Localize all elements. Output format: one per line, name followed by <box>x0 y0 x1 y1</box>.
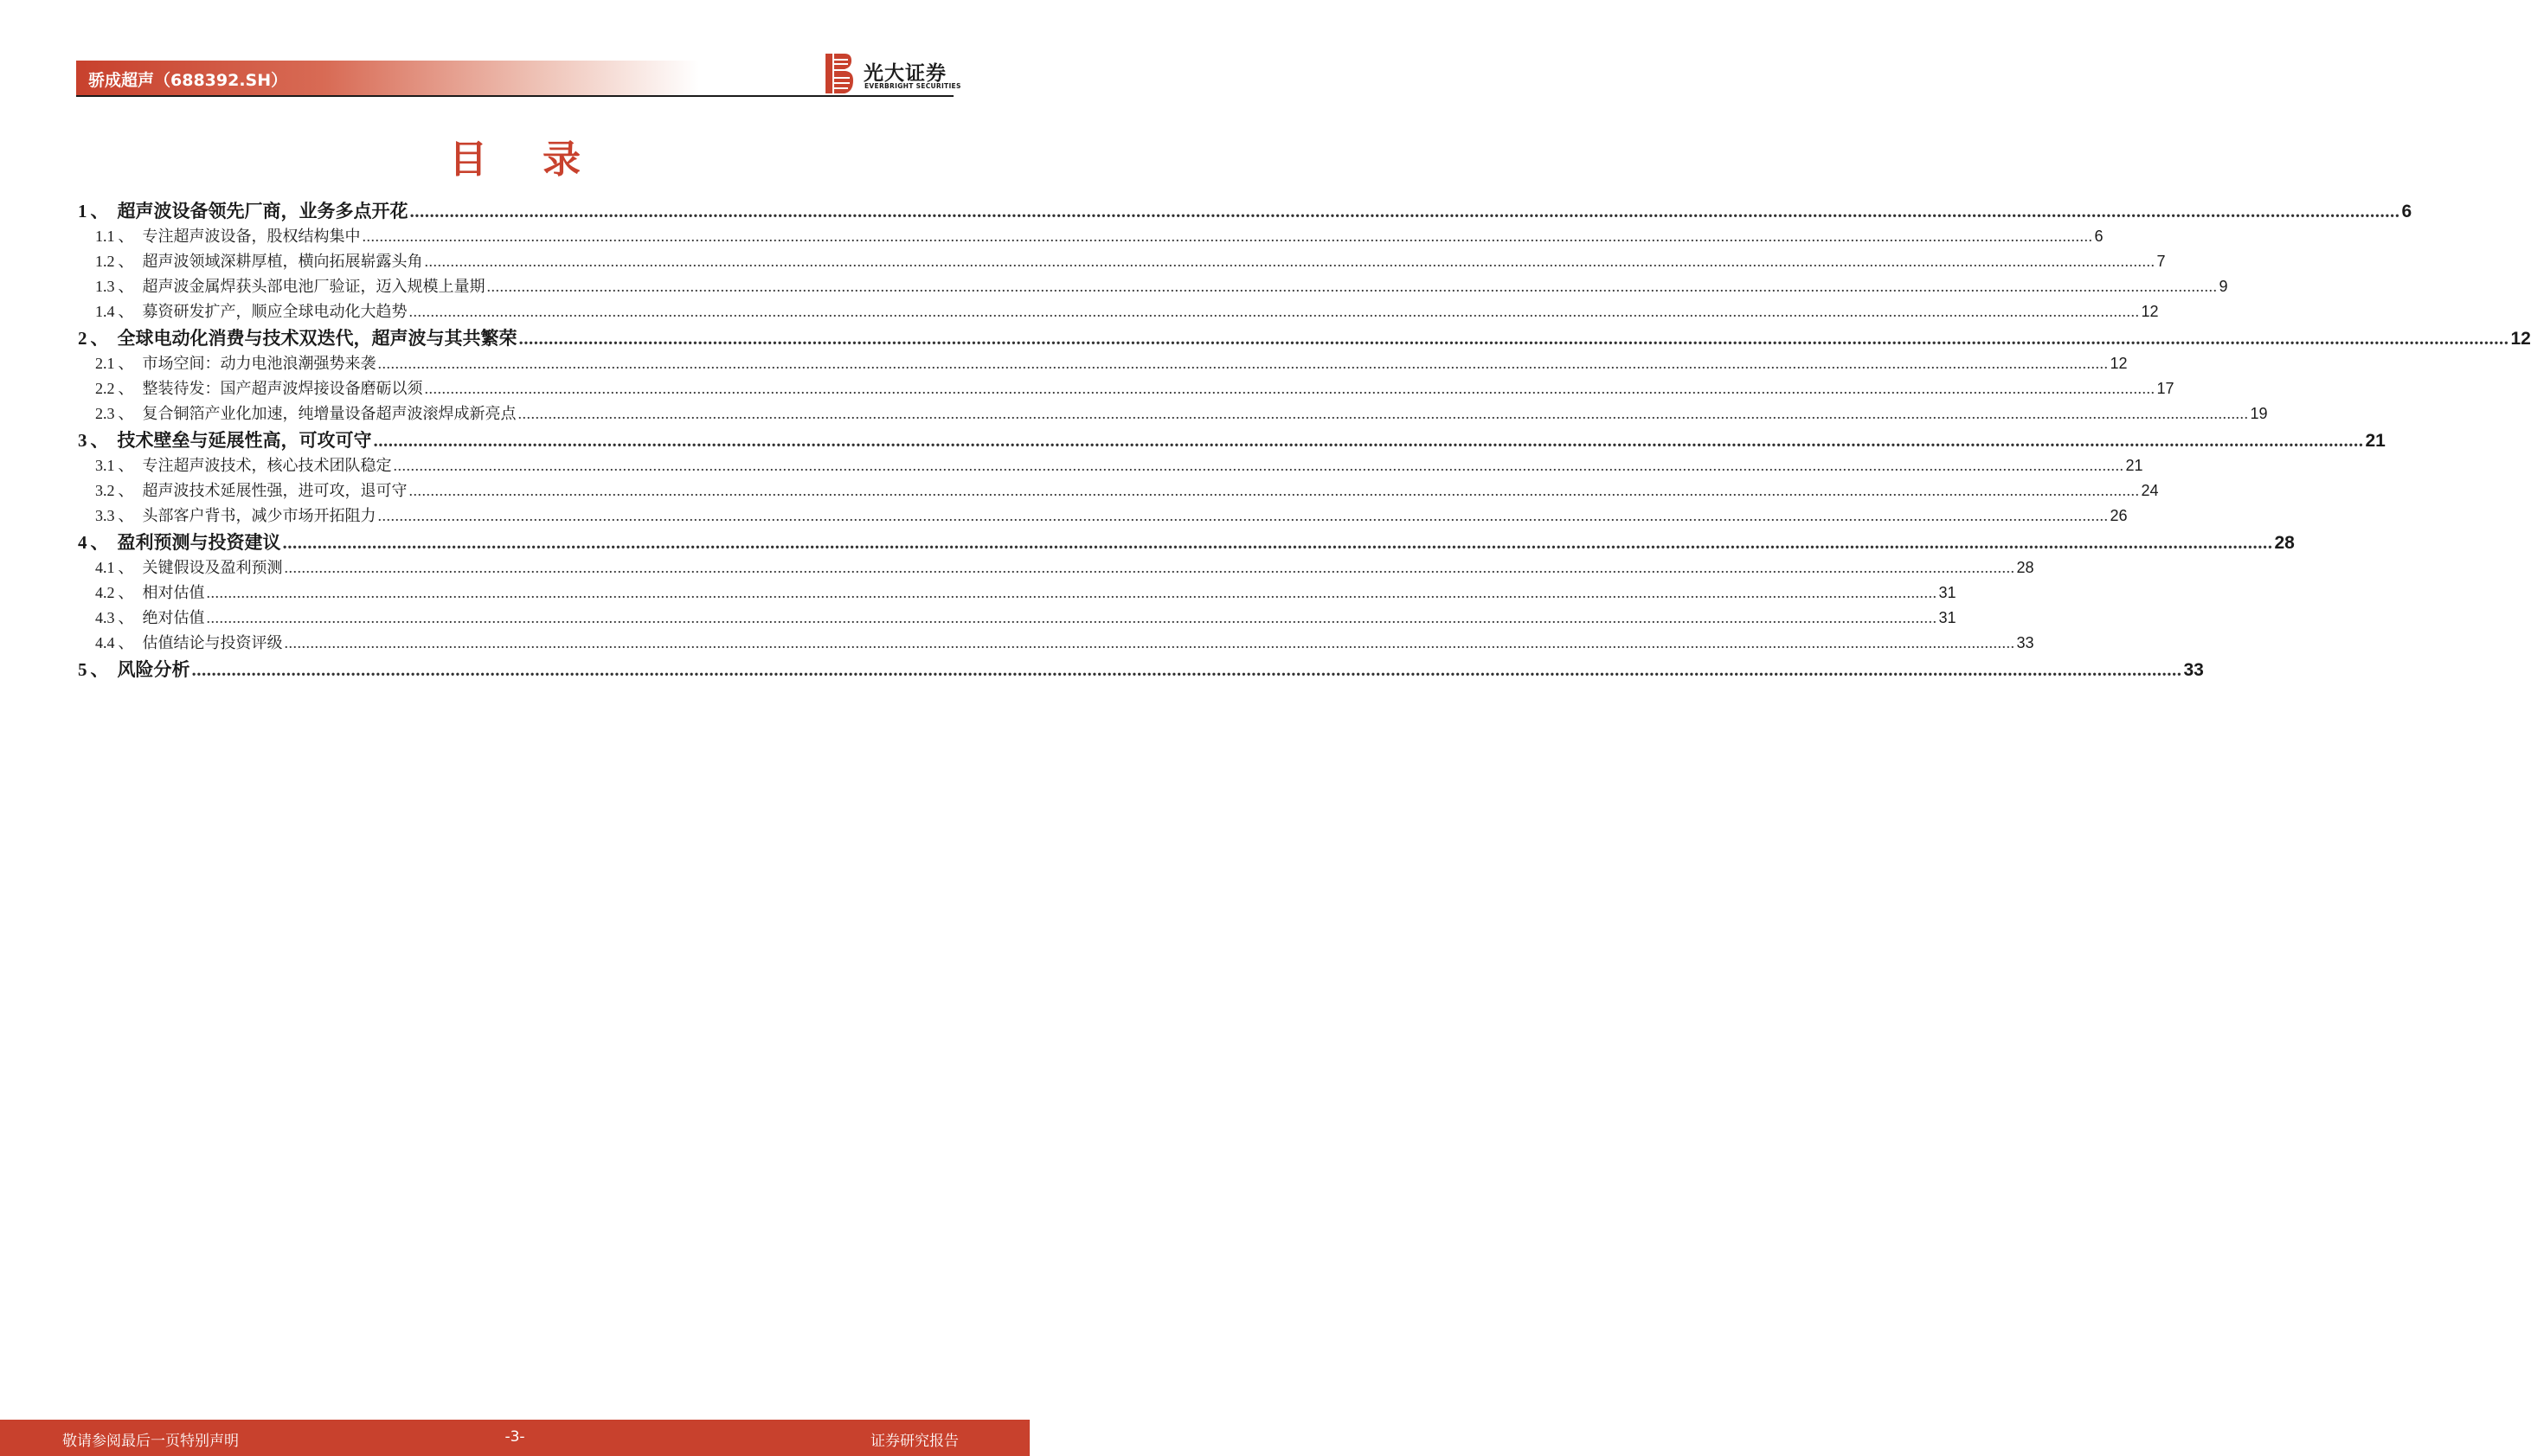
toc-dot-leader: ................................................................................................................................................................................................................................................................................................................................................................................................................ <box>282 532 2273 553</box>
toc-section-entry[interactable] <box>76 401 2268 427</box>
toc-entry-number: 4.3 <box>95 609 115 626</box>
everbright-logo-icon <box>825 54 853 93</box>
toc-title: 目录 <box>449 138 636 182</box>
toc-entry-separator: 、 <box>118 634 134 652</box>
toc-dot-leader: ................................................................................................................................................................................................................................................................................................................................................................................................................ <box>408 482 2140 499</box>
toc-entry-separator: 、 <box>118 228 134 246</box>
toc-entry-separator: 、 <box>90 532 109 553</box>
toc-dot-leader: ................................................................................................................................................................................................................................................................................................................................................................................................................ <box>206 609 1937 626</box>
toc-entry-page: 31 <box>1938 609 1956 626</box>
toc-dot-leader: ................................................................................................................................................................................................................................................................................................................................................................................................................ <box>284 634 2015 651</box>
toc-section-entry[interactable] <box>76 376 2174 401</box>
toc-dot-leader: ................................................................................................................................................................................................................................................................................................................................................................................................................ <box>424 253 2155 270</box>
toc-section-entry[interactable] <box>76 631 2034 656</box>
toc-entry-page: 21 <box>2365 431 2386 451</box>
toc-dot-leader: ................................................................................................................................................................................................................................................................................................................................................................................................................ <box>408 303 2140 320</box>
toc-entry-title: 超声波技术延展性强，进可攻，退可守 <box>142 482 408 500</box>
footer-page-number: -3- <box>504 1428 525 1446</box>
toc-entry-title: 专注超声波设备，股权结构集中 <box>142 228 361 246</box>
toc-entry-separator: 、 <box>118 278 134 296</box>
toc-entry-separator: 、 <box>90 430 109 451</box>
toc-entry-title: 复合铜箔产业化加速，纯增量设备超声波滚焊成新亮点 <box>142 405 517 423</box>
toc-entry-page: 17 <box>2156 380 2174 397</box>
toc-dot-leader: ................................................................................................................................................................................................................................................................................................................................................................................................................ <box>284 559 2015 576</box>
toc-entry-separator: 、 <box>118 253 134 271</box>
toc-dot-leader: ................................................................................................................................................................................................................................................................................................................................................................................................................ <box>206 584 1937 601</box>
logo-english-name: EVERBRIGHT SECURITIES <box>864 82 961 90</box>
toc-entry-title: 超声波设备领先厂商，业务多点开花 <box>117 201 408 221</box>
toc-dot-leader: ................................................................................................................................................................................................................................................................................................................................................................................................................ <box>377 355 2109 372</box>
toc-entry-number: 3.3 <box>95 507 115 524</box>
toc-entry-number: 3.1 <box>95 457 115 474</box>
toc-entry-separator: 、 <box>90 659 109 680</box>
toc-entry-number: 2.1 <box>95 355 115 372</box>
toc-entry-separator: 、 <box>118 355 134 373</box>
toc-chapter-entry[interactable] <box>76 427 2386 453</box>
toc-entry-separator: 、 <box>118 609 134 627</box>
toc-entry-page: 31 <box>1938 584 1956 601</box>
toc-dot-leader: ................................................................................................................................................................................................................................................................................................................................................................................................................ <box>424 380 2155 397</box>
toc-section-entry[interactable] <box>76 224 2104 249</box>
toc-entry-page: 12 <box>2510 329 2531 349</box>
toc-entry-page: 21 <box>2125 457 2143 474</box>
toc-section-entry[interactable] <box>76 274 2228 299</box>
toc-dot-leader: ................................................................................................................................................................................................................................................................................................................................................................................................................ <box>377 507 2109 524</box>
toc-entry-title: 头部客户背书，减少市场开拓阻力 <box>142 507 376 525</box>
toc-entry-number: 4.4 <box>95 634 115 651</box>
toc-entry-number: 2 <box>78 328 87 349</box>
toc-dot-leader: ................................................................................................................................................................................................................................................................................................................................................................................................................ <box>409 201 2400 221</box>
toc-entry-page: 12 <box>2141 303 2159 320</box>
toc-entry-number: 2.3 <box>95 405 115 422</box>
table-of-contents <box>76 197 2531 683</box>
toc-entry-title: 市场空间：动力电池浪潮强势来袭 <box>142 355 376 373</box>
toc-entry-page: 12 <box>2110 355 2128 372</box>
toc-chapter-entry[interactable] <box>76 324 2531 351</box>
toc-section-entry[interactable] <box>76 504 2128 529</box>
toc-section-entry[interactable] <box>76 606 1956 631</box>
toc-entry-page: 28 <box>2274 533 2295 553</box>
toc-dot-leader: ................................................................................................................................................................................................................................................................................................................................................................................................................ <box>191 659 2182 680</box>
toc-entry-title: 专注超声波技术，核心技术团队稳定 <box>142 457 392 475</box>
toc-entry-number: 3 <box>78 430 87 451</box>
toc-entry-number: 3.2 <box>95 482 115 499</box>
toc-dot-leader: ................................................................................................................................................................................................................................................................................................................................................................................................................ <box>486 278 2218 295</box>
toc-entry-page: 9 <box>2219 278 2228 295</box>
toc-entry-title: 超声波金属焊获头部电池厂验证，迈入规模上量期 <box>142 278 485 296</box>
toc-section-entry[interactable] <box>76 478 2159 504</box>
toc-entry-title: 整装待发：国产超声波焊接设备磨砺以须 <box>142 380 423 398</box>
footer-report-type: 证券研究报告 <box>870 1433 959 1450</box>
toc-chapter-entry[interactable] <box>76 197 2412 224</box>
toc-entry-title: 绝对估值 <box>142 609 205 627</box>
toc-entry-separator: 、 <box>118 482 134 500</box>
toc-entry-separator: 、 <box>90 201 109 221</box>
toc-entry-number: 4.1 <box>95 559 115 576</box>
toc-entry-title: 盈利预测与投资建议 <box>117 532 281 553</box>
toc-entry-page: 33 <box>2016 634 2034 651</box>
toc-entry-title: 募资研发扩产，顺应全球电动化大趋势 <box>142 303 408 321</box>
toc-entry-page: 7 <box>2156 253 2166 270</box>
toc-entry-separator: 、 <box>118 559 134 577</box>
toc-entry-title: 估值结论与投资评级 <box>142 634 283 652</box>
toc-entry-number: 1 <box>78 201 87 221</box>
toc-entry-page: 6 <box>2401 202 2412 221</box>
header-divider <box>76 95 954 97</box>
toc-entry-page: 33 <box>2183 660 2204 680</box>
toc-entry-number: 1.2 <box>95 253 115 270</box>
toc-entry-page: 19 <box>2250 405 2268 422</box>
toc-section-entry[interactable] <box>76 555 2034 580</box>
toc-entry-separator: 、 <box>118 405 134 423</box>
toc-chapter-entry[interactable] <box>76 656 2204 683</box>
toc-section-entry[interactable] <box>76 580 1956 606</box>
toc-entry-page: 26 <box>2110 507 2128 524</box>
toc-entry-number: 4.2 <box>95 584 115 601</box>
toc-entry-title: 相对估值 <box>142 584 205 602</box>
toc-entry-separator: 、 <box>118 584 134 602</box>
toc-entry-number: 4 <box>78 532 87 553</box>
toc-entry-separator: 、 <box>118 457 134 475</box>
toc-entry-title: 全球电动化消费与技术双迭代，超声波与其共繁荣 <box>117 328 517 349</box>
footer-disclaimer-note: 敬请参阅最后一页特别声明 <box>62 1433 239 1450</box>
toc-entry-title: 关键假设及盈利预测 <box>142 559 283 577</box>
logo-chinese-name: 光大证券 <box>864 62 947 85</box>
toc-entry-separator: 、 <box>118 380 134 398</box>
toc-entry-separator: 、 <box>118 507 134 525</box>
toc-entry-title: 技术壁垒与延展性高，可攻可守 <box>117 430 372 451</box>
toc-chapter-entry[interactable] <box>76 529 2295 555</box>
toc-entry-separator: 、 <box>90 328 109 349</box>
toc-entry-page: 6 <box>2094 228 2104 245</box>
toc-dot-leader: ................................................................................................................................................................................................................................................................................................................................................................................................................ <box>517 405 2249 422</box>
toc-section-entry[interactable] <box>76 249 2166 274</box>
toc-dot-leader: ................................................................................................................................................................................................................................................................................................................................................................................................................ <box>362 228 2093 245</box>
toc-section-entry[interactable] <box>76 351 2128 376</box>
toc-dot-leader: ................................................................................................................................................................................................................................................................................................................................................................................................................ <box>393 457 2124 474</box>
footer-bar <box>0 1420 1030 1456</box>
toc-entry-number: 1.1 <box>95 228 115 245</box>
report-company-title: 骄成超声（688392.SH） <box>88 71 288 90</box>
toc-entry-number: 1.3 <box>95 278 115 295</box>
toc-entry-number: 2.2 <box>95 380 115 397</box>
toc-entry-number: 5 <box>78 659 87 680</box>
toc-entry-number: 1.4 <box>95 303 115 320</box>
toc-section-entry[interactable] <box>76 453 2143 478</box>
header-band <box>76 61 699 95</box>
everbright-logo <box>825 54 961 93</box>
toc-entry-title: 超声波领域深耕厚植，横向拓展崭露头角 <box>142 253 423 271</box>
toc-dot-leader: ................................................................................................................................................................................................................................................................................................................................................................................................................ <box>373 430 2364 451</box>
toc-entry-separator: 、 <box>118 303 134 321</box>
toc-entry-page: 28 <box>2016 559 2034 576</box>
toc-entry-title: 风险分析 <box>117 659 190 680</box>
toc-section-entry[interactable] <box>76 299 2159 324</box>
toc-dot-leader: ................................................................................................................................................................................................................................................................................................................................................................................................................ <box>518 328 2509 349</box>
toc-entry-page: 24 <box>2141 482 2159 499</box>
